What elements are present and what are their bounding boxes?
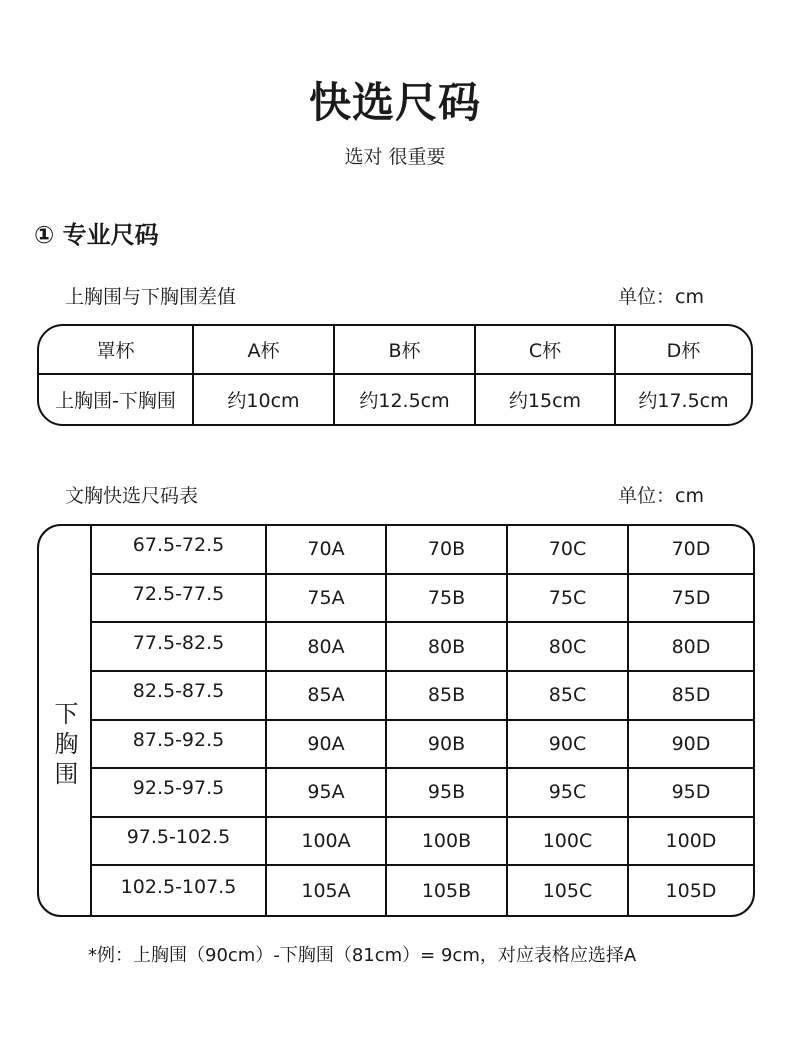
cup-table-unit: 单位：cm: [618, 286, 704, 308]
size-cell: 95C: [508, 769, 629, 818]
size-cell: 70A: [267, 526, 387, 575]
size-cell: 100D: [629, 818, 753, 867]
table-cell: 约10cm: [194, 375, 335, 424]
table-cell: 上胸围-下胸围: [39, 375, 194, 424]
example-note: *例：上胸围（90cm）-下胸围（81cm）= 9cm，对应表格应选择A: [88, 945, 637, 966]
size-cell: 75D: [629, 575, 753, 624]
underbust-range-cell: 87.5-92.5: [92, 721, 267, 770]
size-cell: 90A: [267, 721, 387, 770]
size-chart-table: [37, 524, 755, 917]
size-cell: 75A: [267, 575, 387, 624]
table-cell: 约12.5cm: [335, 375, 476, 424]
cup-table-caption: 上胸围与下胸围差值: [65, 286, 237, 308]
page-subtitle: 选对 很重要: [344, 146, 446, 168]
table-header-cell: B杯: [335, 326, 476, 375]
size-cell: 90D: [629, 721, 753, 770]
size-cell: 95B: [387, 769, 508, 818]
size-cell: 85C: [508, 672, 629, 721]
size-cell: 105D: [665, 879, 717, 902]
underbust-range-cell: 102.5-107.5: [92, 866, 267, 915]
size-cell: 85B: [387, 672, 508, 721]
table-header-cell: C杯: [476, 326, 616, 375]
size-cell: 70B: [387, 526, 508, 575]
table-header-cell: A杯: [194, 326, 335, 375]
cup-difference-table: [37, 324, 753, 426]
size-cell: 100C: [508, 818, 629, 867]
size-cell: 85D: [629, 672, 753, 721]
side-label-text: 下胸围: [50, 700, 78, 791]
size-cell: 70C: [508, 526, 629, 575]
size-cell: 90C: [508, 721, 629, 770]
underbust-range-cell: 97.5-102.5: [92, 818, 267, 867]
size-cell: 90B: [387, 721, 508, 770]
table-header-cell: 罩杯: [39, 326, 194, 375]
size-cell: 75B: [387, 575, 508, 624]
size-cell: 105A: [267, 866, 387, 915]
size-cell: 100B: [387, 818, 508, 867]
underbust-range-cell: 72.5-77.5: [92, 575, 267, 624]
size-cell: 105B: [387, 866, 508, 915]
table-cell: 约15cm: [476, 375, 616, 424]
size-cell: 75C: [508, 575, 629, 624]
size-cell: 95D: [629, 769, 753, 818]
size-cell: 80C: [508, 623, 629, 672]
size-cell: 70D: [629, 526, 753, 575]
size-table-unit: 单位：cm: [618, 485, 704, 507]
underbust-range-cell: 67.5-72.5: [92, 526, 267, 575]
underbust-range-cell: 77.5-82.5: [92, 623, 267, 672]
size-cell: 100A: [267, 818, 387, 867]
size-cell: 80B: [387, 623, 508, 672]
section-title: ① 专业尺码: [34, 221, 159, 249]
size-table-caption: 文胸快选尺码表: [65, 485, 199, 507]
table-cell: 约17.5cm: [638, 390, 729, 412]
table-header-cell: D杯: [616, 326, 751, 375]
underbust-side-label: [39, 526, 92, 915]
size-cell: 80A: [267, 623, 387, 672]
size-cell: 80D: [629, 623, 753, 672]
size-cell: 95A: [267, 769, 387, 818]
underbust-range-cell: 92.5-97.5: [92, 769, 267, 818]
underbust-range-cell: 82.5-87.5: [92, 672, 267, 721]
size-cell: 85A: [267, 672, 387, 721]
page-title: 快选尺码: [308, 78, 481, 127]
size-cell: 105C: [508, 866, 629, 915]
